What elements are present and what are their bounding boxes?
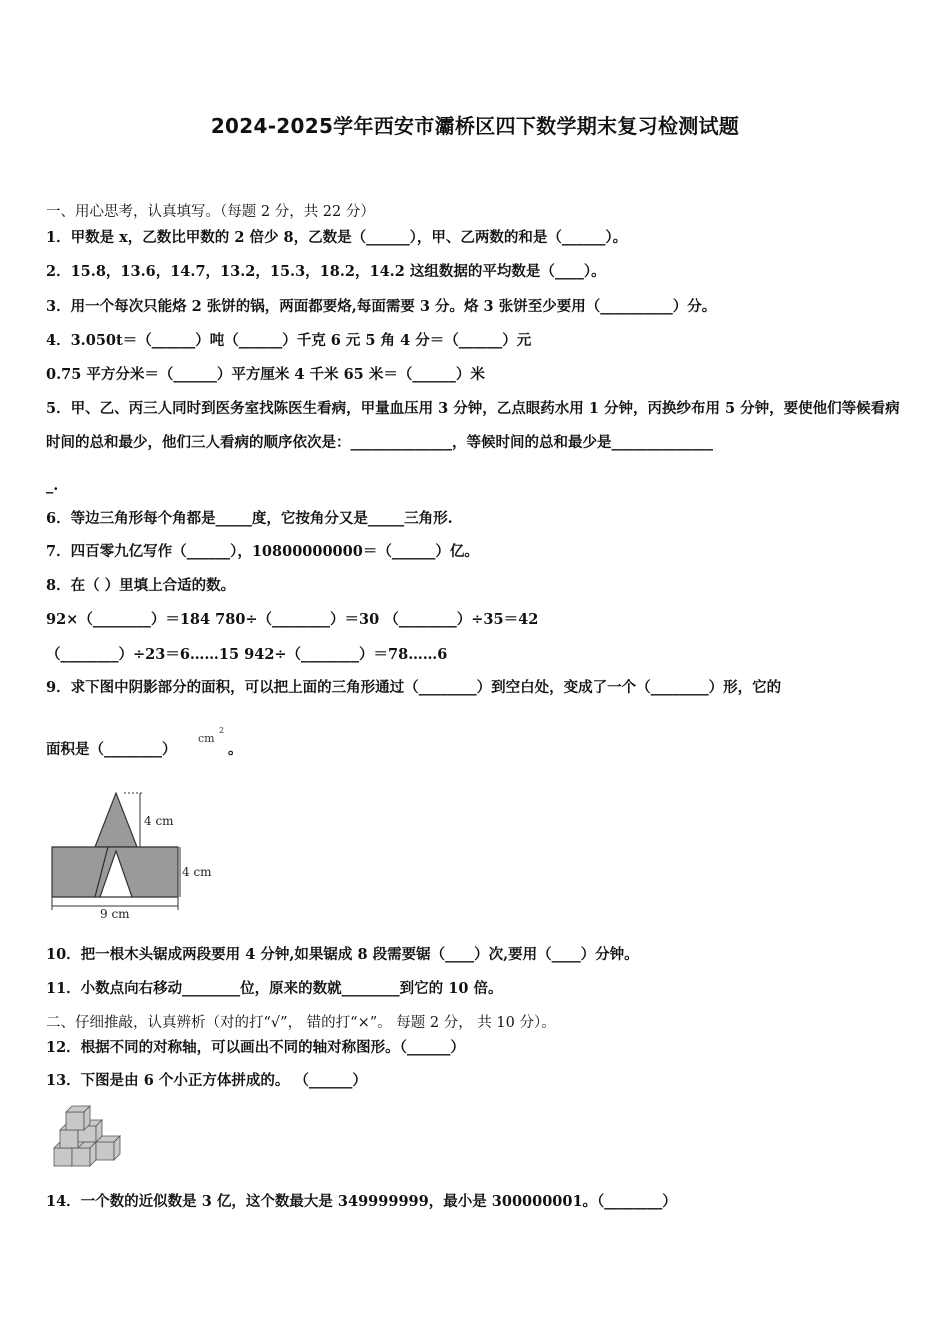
page-title: 2024-2025学年西安市灞桥区四下数学期末复习检测试题 xyxy=(210,114,740,138)
question-10: 10．把一根木头锯成两段要用 4 分钟,如果锯成 8 段需要锯（____）次,要用（____）分钟。 xyxy=(46,946,639,963)
question-2: 2．15.8，13.6，14.7，13.2，15.3，18.2，14.2 这组数据的平均数是（____）。 xyxy=(46,263,606,280)
question-9b: 面积是（________） xyxy=(46,741,177,758)
unit-superscript: 2 xyxy=(219,726,225,735)
question-8: 8．在（ ）里填上合适的数。 xyxy=(46,577,236,594)
question-4b: 0.75 平方分米＝（______）平方厘米 4 千米 65 米＝（______）米 xyxy=(46,366,485,383)
question-9a: 9．求下图中阴影部分的面积，可以把上面的三角形通过（________）到空白处，变成了一个（________）形，它的 xyxy=(46,679,782,696)
cubes-figure xyxy=(46,1104,126,1174)
section-2-heading: 二、仔细推敲，认真辨析（对的打“√”， 错的打“×”。 每题 2 分， 共 10 分）。 xyxy=(46,1015,556,1031)
question-8a: 92×（________）＝184 780÷（________）＝30 （________）÷35＝42 xyxy=(46,611,539,628)
question-4a: 4．3.050t＝（______）吨（______）千克 6 元 5 角 4 分＝（______）元 xyxy=(46,332,532,349)
question-1: 1．甲数是 x，乙数比甲数的 2 倍少 8，乙数是（______），甲、乙两数的和是（______）。 xyxy=(46,229,628,246)
label-bottom-width: 9 cm xyxy=(100,907,130,921)
question-11: 11．小数点向右移动________位，原来的数就________到它的 10 倍。 xyxy=(46,980,503,997)
question-5-tail: _. xyxy=(46,477,59,494)
label-right-height: 4 cm xyxy=(182,865,212,879)
question-13: 13．下图是由 6 个小正方体拼成的。 （______） xyxy=(46,1072,367,1089)
question-14: 14．一个数的近似数是 3 亿，这个数最大是 349999999，最小是 300000001。（________） xyxy=(46,1193,677,1210)
shaded-area-figure xyxy=(40,785,230,925)
question-8b: （________）÷23＝6……15 942÷（________）＝78……6 xyxy=(46,646,448,663)
unit-cm: cm xyxy=(198,732,215,745)
question-5: 5．甲、乙、丙三人同时到医务室找陈医生看病，甲量血压用 3 分钟，乙点眼药水用 1 分钟，丙换纱布用 5 分钟，要使他们等候看病时间的总和最少，他们三人看病的顺序依次是：______________，等候时间的总和最少是______________ xyxy=(46,400,900,451)
question-7: 7．四百零九亿写作（______），10800000000＝（______）亿。 xyxy=(46,543,479,560)
section-1-heading: 一、用心思考，认真填写。（每题 2 分，共 22 分） xyxy=(46,204,375,220)
top-triangle xyxy=(95,793,137,847)
label-top-height: 4 cm xyxy=(144,814,174,828)
question-3: 3．用一个每次只能烙 2 张饼的锅，两面都要烙,每面需要 3 分。烙 3 张饼至少要用（__________）分。 xyxy=(46,298,717,315)
question-9-end: 。 xyxy=(228,741,243,758)
question-6: 6．等边三角形每个角都是_____度，它按角分又是_____三角形. xyxy=(46,510,453,527)
question-12: 12．根据不同的对称轴，可以画出不同的轴对称图形。（______） xyxy=(46,1039,465,1056)
